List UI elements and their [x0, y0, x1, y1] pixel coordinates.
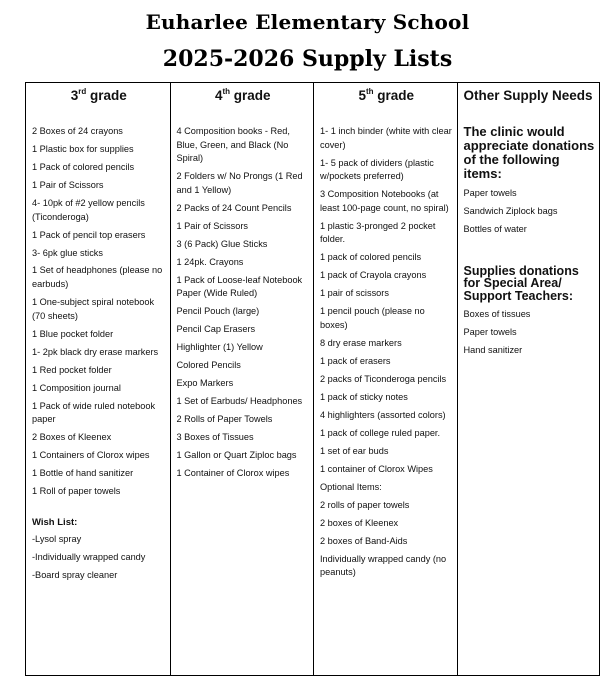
list-item: 1- 1 inch binder (white with clear cover) — [320, 126, 452, 150]
list-item: 1 Set of headphones (please no earbuds) — [32, 265, 163, 290]
list-item: 1 pair of scissors — [320, 288, 389, 299]
list-item: 1 Gallon or Quart Ziploc bags — [176, 450, 297, 461]
clinic-note: The clinic would appreciate donations of the following items: — [463, 124, 595, 181]
fourth-grade-heading: 4th grade — [214, 87, 271, 103]
list-item: 1- 2pk black dry erase markers — [32, 346, 159, 357]
third-grade-heading: 3rd grade — [70, 87, 127, 103]
list-item: 2 boxes of Kleenex — [320, 517, 399, 528]
list-item: 1 Red pocket folder — [32, 364, 112, 375]
list-item: 1 pack of erasers — [320, 355, 391, 366]
third-grade-column — [26, 83, 171, 675]
list-item: Expo Markers — [176, 378, 234, 389]
list-item: 1 Pack of wide ruled notebook — [32, 400, 156, 411]
wish-list-title: Wish List: — [32, 516, 78, 528]
list-item: 1 pack of colored pencils — [320, 252, 422, 263]
list-item: (Ticonderoga) — [32, 211, 89, 222]
fifth-grade-column — [314, 83, 458, 675]
list-item: 2 Boxes of Kleenex — [32, 432, 112, 443]
list-item: 2 Packs of 24 Count Pencils — [176, 202, 292, 213]
list-item: 1- 5 pack of dividers (plastic w/pockets preferred) — [320, 157, 434, 182]
list-item: 1 Containers of Clorox wipes — [32, 450, 150, 461]
list-item: 1 Blue pocket folder — [32, 328, 114, 339]
list-item: 1 Pack of Loose-leaf Notebook Paper (Wide Ruled) — [176, 274, 303, 299]
list-item: 2 rolls of paper towels — [320, 499, 410, 510]
special-area-list — [464, 308, 596, 358]
list-item: 1 pencil pouch (please no boxes) — [320, 306, 425, 330]
supply-table — [25, 82, 600, 676]
list-item: 1 Container of Clorox wipes — [176, 468, 290, 479]
list-item: -Lysol spray — [32, 533, 82, 544]
list-item: 3 (6 Pack) Glue Sticks — [176, 238, 268, 249]
list-item: 1 Pair of Scissors — [176, 220, 248, 231]
list-item: 1 Pair of Scissors — [32, 179, 104, 190]
list-item: 8 dry erase markers — [320, 337, 402, 348]
list-item: 2 boxes of Band-Aids — [320, 535, 408, 546]
other-needs-column — [458, 83, 600, 675]
third-grade-list — [32, 125, 166, 499]
list-item: 1 pack of sticky notes — [320, 391, 408, 402]
list-item: Paper towels — [463, 188, 517, 198]
wish-list — [32, 533, 166, 583]
list-item: 3 Boxes of Tissues — [176, 432, 254, 443]
list-item: Paper towels — [463, 327, 517, 338]
list-item: 2 Folders w/ No Prongs (1 Red and 1 Yellow) — [176, 171, 303, 195]
list-item: 1 Bottle of hand sanitizer — [32, 468, 134, 479]
list-item: 2 Boxes of 24 crayons — [32, 126, 123, 136]
list-item: Hand sanitizer — [463, 345, 523, 356]
page-title: 2025-2026 Supply Lists — [162, 46, 453, 72]
fifth-grade-heading: 5th grade — [358, 87, 415, 103]
list-item: 1 Set of Earbuds/ Headphones — [176, 396, 303, 407]
list-item: Colored Pencils — [176, 360, 241, 371]
list-item: 1 Roll of paper towels — [32, 486, 121, 497]
list-item: 3 Composition Notebooks (at least 100-page count, no spiral) — [320, 189, 449, 213]
list-item: 1 Plastic box for supplies — [32, 143, 134, 154]
list-item: 2 packs of Ticonderoga pencils — [320, 373, 447, 384]
list-item: Highlighter (1) Yellow — [176, 342, 263, 353]
list-item: 1 pack of college ruled paper. — [320, 427, 441, 438]
list-item: 1 plastic 3-pronged 2 pocket folder. — [320, 220, 436, 245]
list-item: -Individually wrapped candy — [32, 551, 146, 562]
list-item: 4 Composition books - Red, Blue, Green, and Black (No Spiral) — [176, 126, 290, 164]
list-item: 4 highlighters (assorted colors) — [320, 409, 446, 420]
clinic-list — [464, 187, 596, 237]
list-item: 1 pack of Crayola crayons — [320, 270, 427, 281]
list-item: Boxes of tissues — [463, 309, 531, 320]
other-needs-heading: Other Supply Needs — [463, 88, 593, 103]
fourth-grade-column — [171, 83, 315, 675]
list-item: 1 container of Clorox Wipes — [320, 463, 433, 474]
list-item: Individually wrapped candy (no peanuts) — [320, 553, 447, 578]
list-item: 1 Composition journal — [32, 382, 121, 393]
list-item: 2 Rolls of Paper Towels — [176, 414, 273, 425]
list-item: paper — [32, 414, 56, 425]
school-name: Euharlee Elementary School — [145, 10, 470, 34]
fifth-grade-list — [320, 125, 453, 580]
list-item: 1 set of ear buds — [320, 445, 389, 456]
list-item: 1 24pk. Crayons — [176, 256, 244, 267]
list-item: -Board spray cleaner — [32, 569, 118, 580]
list-item: 1 Pack of colored pencils — [32, 161, 135, 172]
fourth-grade-list — [177, 125, 310, 481]
list-item: 1 Pack of pencil top erasers — [32, 229, 146, 240]
list-item: 1 One-subject spiral notebook — [32, 297, 155, 308]
list-item: Optional Items: — [320, 481, 382, 492]
list-item: 4- 10pk of #2 yellow pencils — [32, 197, 145, 208]
list-item: Pencil Pouch (large) — [176, 306, 260, 317]
special-area-note: Supplies donations for Special Area/ Support Teachers: — [463, 263, 579, 303]
list-item: (70 sheets) — [32, 310, 78, 321]
list-item: 3- 6pk glue sticks — [32, 247, 103, 258]
list-item: Bottles of water — [463, 223, 527, 234]
list-item: Pencil Cap Erasers — [176, 324, 256, 335]
list-item: Sandwich Ziplock bags — [463, 205, 558, 216]
